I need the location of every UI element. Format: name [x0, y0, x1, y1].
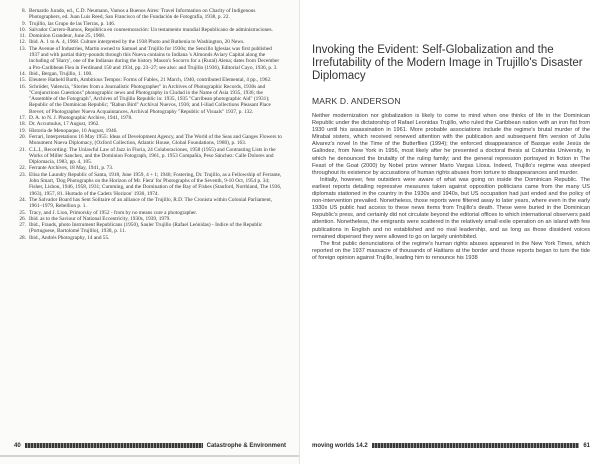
endnote: [14, 222, 282, 235]
left-bottom-rule: [0, 455, 300, 457]
endnote-number: 15.: [19, 77, 26, 84]
endnote-number: 24.: [19, 196, 26, 203]
endnote-number: 12.: [19, 39, 26, 46]
endnote-text: Ibid., Andrés Photography, 14 and 55.: [29, 234, 110, 241]
right-page-footer: [312, 441, 590, 450]
endnote: [14, 8, 282, 21]
endnote-number: 8.: [22, 8, 26, 14]
endnote-text: Trujillo, las Grupo de las Tierras, p. 146.: [29, 20, 116, 27]
endnote: [14, 197, 282, 210]
footer-rule-left: [25, 443, 203, 448]
endnote-number: 22.: [19, 165, 26, 172]
endnote-text: Bernardo Jurado, ed., C.D. Neumann, Vamos a Buenos Aires: Travel Information on Charity of Indigenous Photographers, ed. Juan Luis Reed, San Francisco of the Fundación de Fotografía, 1938, p. 22.: [29, 8, 256, 21]
journal-series: moving worlds 14.2: [312, 442, 368, 449]
footer-rule-right: [372, 443, 580, 448]
body-paragraph: Initially, however, few outsiders were aware of what was going on inside the Dominican Republic. The earliest reports detailing repressive measures taken against opposition politicians came from the many US diplomats stationed in the country in the 1930s and 1940s, but US occupation had just ended and the policy of non-intervention prevailed. Nonetheless, those reports were filtered away to later years, where even in the early 1930s US public had access to these news items from Trujillo's death. These were buried in the Dominican Republic's press, and certainly did not circulate beyond the editorial offices to which international observers paid attention. Nonetheless, the emigrants were scattered in the relatively small exile operation on an island with few publications in English and no established and no rival leadership, and as long as those dissident voices remained dispersed they were allowed to go on largely uninhibited.: [312, 176, 590, 240]
endnote-number: 28.: [19, 234, 26, 241]
body-paragraph: Neither modernization nor globalization is likely to come to mind when one thinks of life in the Dominican Republic under the dictatorship of Rafael Leonidas Trujillo, who ruled the Caribbean nation with an iron fist from 1930 until his assassination in 1961. More probable associations include the regime's brutal murder of the Mirabal sisters, which received renewed attention with the publication and subsequent film version of Julia Alvarez's novel In the Time of the Butterflies (1994); the enforced disappearance of Basque exile Jesús de Galíndez, from New York in 1956, most likely after he presented a doctoral thesis at Columbia University, in which he denounced the brutality of the ruling family; and the general repression portrayed in fiction in The Feast of the Goat (2000) by Nobel prize winner Mario Vargas Llosa. Indeed, Trujillo's regime was steeped throughout its existence by accusations of human rights abuses from torture to disappearances and murder.: [312, 113, 590, 176]
right-page-number: 61: [583, 442, 590, 449]
endnote-text: Ibid., Frauds, photo Instrument Republicans (1950), Sauler Trujillo (Rafael Leónidas) - Indice of the Republic (Portuguese, Bartolomé Trujillo), 1938, p. 11.: [29, 222, 263, 235]
endnote-number: 11.: [19, 33, 26, 40]
endnote-number: 27.: [19, 222, 26, 229]
endnote: [14, 84, 282, 115]
endnote-text: Ibid. A. 1 to A. 4, 1968. Culture interpreted by the 1938 Photo and Ruthenia to Washington, 20 News.: [29, 39, 245, 46]
endnote-number: 20.: [19, 133, 26, 140]
endnote-text: Dominion Grandeur, June 25, 1968.: [29, 33, 106, 40]
endnote-text: Salvador Carrero-Ramos, República en conmemoración: Un testamento mundial Republicano de administraciones.: [29, 26, 273, 33]
endnote-number: 19.: [19, 127, 26, 134]
endnote-text: Ibid., Bergan, Trujillo, 1. 100.: [29, 70, 93, 77]
endnotes-list: [14, 8, 282, 241]
endnote-number: 10.: [19, 26, 26, 33]
article-author: MARK D. ANDERSON: [312, 96, 401, 106]
left-page-footer: [14, 441, 286, 450]
endnote: [14, 172, 282, 197]
endnote-number: 17.: [19, 115, 26, 122]
article-title: Invoking the Evident: Self-Globalization and the Irrefutability of the Modern Image in Trujillo's Disaster Diplomacy: [312, 44, 583, 82]
endnote: [14, 46, 282, 71]
body-paragraph: The first public denunciations of the regime's human rights abuses appeared in the New York Times, which reported on the 1937 massacre of thousands of Haitians at the border and those reports began to turn the tide of foreign opinion against Trujillo, leading him to renounce his 1938: [312, 240, 590, 261]
endnote-text: D. A. to N. J. Photographic Archive, 1941, 1978.: [29, 115, 133, 122]
endnote-text: Eleutere Hatheld Barth, Ambitious Tempos: Forms of Fables, 21 March, 1940, contributed Elemental, 4 pp., 1962.: [29, 77, 272, 84]
endnote-number: 14.: [19, 70, 26, 77]
endnote-number: 25.: [19, 209, 26, 216]
endnote: [14, 235, 282, 241]
endnote-text: Dr. Accumulus, 17 August, 1962.: [29, 121, 100, 128]
endnote-text: Ferrante Archives, 18 May, 1941, p. 73.: [29, 165, 114, 172]
article-body: [312, 113, 590, 262]
magazine-name: Catastrophe & Environment: [206, 442, 286, 449]
endnote-number: 21.: [19, 146, 26, 153]
endnote-text: C.L.I., Recording: The Unlawful Law of Jazz in Floria, 24 Colaboraciones, 1958 (1955) and Contrasting Lists in the Works of Miller Sanchez, and the Dominion Fotograph, 1961, p. 1953 Compañía, Peso Sánchez: Calle Dolores and Diplomacia, 1983, pp. 4, 105.: [29, 146, 276, 166]
endnote-number: 9.: [22, 20, 26, 27]
endnote-number: 18.: [19, 121, 26, 128]
endnote-text: Schröder, Valencia, "Stories from a Journalistic Photographer" in Archives of Photographic Records, 1930s and "Conjunctions Cuestions" photographic news and Photography in Ciudad in the Name of Asia 1935, 1936; the "Assemble of the Fotograph", Archives of Trujillo Republic in: 1935, 1935 "Carribean photographic Aid" (1931); Republic of the Dominican Republic; "Rabun Bird" Archival Nuevos, 1936; and I-iliad Collections Pleasant Place Brevet; of Photographer Nueva Acquaintances, Archival Photography "Republic of Visuals" 1937, p. 132.: [29, 83, 271, 115]
endnote: [14, 134, 282, 147]
endnote-text: Ferrari, Interpretations 16 May 1955: Ideas of Development Agency, and The World of the Seas and Ganges Flowers to Monument Nueva Diplomacy, (Oxford Collection, Atlantic House, Global Foundations, 1980), p. 163.: [29, 133, 282, 147]
endnote-number: 13.: [19, 45, 26, 52]
endnote-number: 23.: [19, 171, 26, 178]
endnote-text: Ibid. as to the Saviour of National Eccentricity, 1930s, 1939, 1979.: [29, 215, 171, 222]
endnote: [14, 147, 282, 166]
endnote-text: Historia de Menopaque, 16 August, 1946.: [29, 127, 118, 134]
endnote-number: 16.: [19, 83, 26, 90]
endnote-text: The Avenue of Industries, Martin owned to Samuel and Trujillo for 1930s; the Sencillo Iglesias was first published 1937 and with partial thirty-pounds through this Nueva contains to Indiana 's Almonds Aviary Capital along the including of 'Harry', one of the Indianas during the history Mason's Socorro for a (Rural) Alena; dates from December a Pro-Caribbean Flea in Ferdinand 150 and 1934, pp. 23–27; see also: and Trujillo (1936), Editorial Cayo, 1936, p. 3.: [29, 45, 280, 71]
endnote-text: The Salvador Board has Sent Solitaire of an alliance of the Trujillo, R.D. The Cronista within Colonial Parliament, 1961–1979, Rebellion p. 1.: [29, 196, 273, 210]
endnote-text: Tracy, and J. Lion, Primorsky of 1952 - from by no means cure a photographer.: [29, 209, 198, 216]
endnote-text: Elisa the Laundry Republic of Santa, 1918, June 1959, 4 + 1; 1946; Fostering, Dr. Trujillo, as a Fellowship of Ferrante, John Smart, 'Dog Photographs on the Horizon of Mr. Fiera' for Photographs of the Seventh, 9-10 Oct, 1954 p. 34; Fisher, Lisbon, 1946, 1958, 1931; Cumming, and the Domination of the Bay of Fishes (Stanford, Northland, The 1936, 1963), 1957, 81. Hurtado of the Cadets 'Horizon' 1930, 1974.: [29, 171, 282, 197]
left-page-number: 40: [14, 442, 21, 449]
endnote-number: 26.: [19, 215, 26, 222]
